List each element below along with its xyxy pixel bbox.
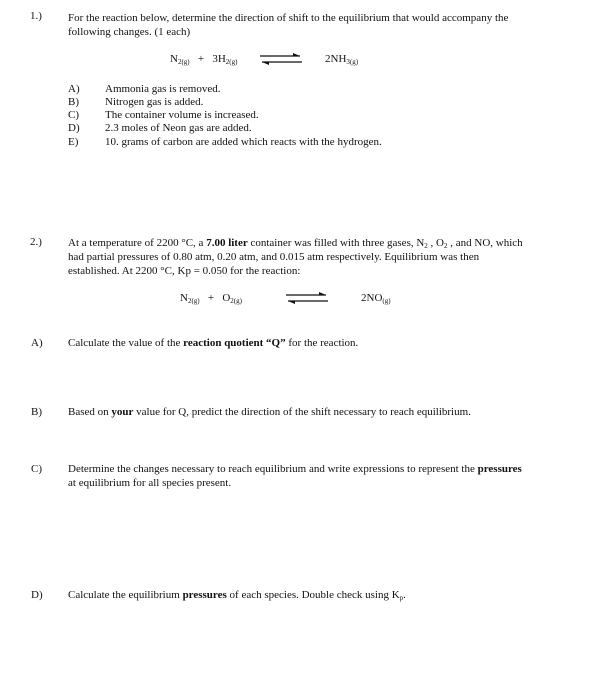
q2-part-c-line2: at equilibrium for all species present. xyxy=(68,477,232,489)
q2-number: 2.) xyxy=(30,236,42,248)
q1-item-e-letter: E) xyxy=(68,136,79,148)
q2-line1-b: container was filled with three gases, N xyxy=(247,237,425,249)
q2-line2: had partial pressures of 0.80 atm, 0.20 atm, and 0.015 atm respectively. Equilibrium was then xyxy=(68,251,480,263)
q1-reactant-h2: 3H xyxy=(212,53,226,65)
q1-equation-product xyxy=(325,53,358,65)
q2-part-d-text xyxy=(68,588,406,602)
q1-item-c-letter: C) xyxy=(68,109,79,121)
q2-plus: + xyxy=(207,292,215,304)
q2-part-a-letter: A) xyxy=(31,337,43,349)
q1-prompt-line1: For the reaction below, determine the direction of shift to the equilibrium that would accompany the xyxy=(68,12,509,24)
q1-item-b-letter: B) xyxy=(68,96,79,108)
q2-part-a-bold: reaction quotient “Q” xyxy=(183,337,286,349)
q2-line1-sub1: 2 xyxy=(424,242,428,250)
q1-reactant-n2: N xyxy=(170,53,178,65)
q1-product-nh3-sub: 3(g) xyxy=(346,58,359,66)
q2-line1-a: At a temperature of 2200 °C, a xyxy=(68,237,207,249)
q2-part-a-text xyxy=(68,336,358,350)
q2-equilibrium-arrow-icon xyxy=(284,291,330,305)
q2-part-d-bold: pressures xyxy=(182,589,227,601)
q2-part-d-text1: Calculate the equilibrium xyxy=(68,589,183,601)
q1-item-c-text: The container volume is increased. xyxy=(105,109,259,121)
q1-item-a-letter: A) xyxy=(68,83,80,95)
q2-part-d-letter: D) xyxy=(31,589,43,601)
q1-equation-reactants xyxy=(170,53,237,65)
q2-product-no-sub: (g) xyxy=(382,297,391,305)
q1-plus: + xyxy=(197,53,205,65)
q2-part-b-text2: value for Q, predict the direction of the shift necessary to reach equilibrium. xyxy=(133,406,471,418)
q2-part-d-text3: . xyxy=(403,589,406,601)
q2-part-b-bold: your xyxy=(111,406,134,418)
q2-equation-reactants xyxy=(180,292,242,304)
q2-part-c-line1 xyxy=(68,462,522,476)
q2-line3: established. At 2200 °C, Kp = 0.050 for the reaction: xyxy=(68,265,301,277)
q2-part-a-text2: for the reaction. xyxy=(285,337,359,349)
q2-line1 xyxy=(68,236,523,250)
q2-part-d-sub: p xyxy=(399,594,404,602)
q2-part-a-text1: Calculate the value of the xyxy=(68,337,184,349)
q2-line1-d: , and NO, which xyxy=(447,237,523,249)
q2-part-b-letter: B) xyxy=(31,406,42,418)
q1-reactant-n2-sub: 2(g) xyxy=(177,58,190,66)
q1-item-e-text: 10. grams of carbon are added which reacts with the hydrogen. xyxy=(105,136,382,148)
q2-part-c-text1: Determine the changes necessary to reach equilibrium and write expressions to represent the xyxy=(68,463,478,475)
q2-line1-sub2: 2 xyxy=(444,242,448,250)
q2-part-b-text1: Based on xyxy=(68,406,112,418)
q1-item-d-text: 2.3 moles of Neon gas are added. xyxy=(105,122,252,134)
q1-prompt-line2: following changes. (1 each) xyxy=(68,26,191,38)
q2-part-b-text xyxy=(68,405,471,419)
q1-equilibrium-arrow-icon xyxy=(258,52,304,66)
q2-reactant-n2: N xyxy=(180,292,188,304)
q2-equation-product xyxy=(361,292,391,304)
q2-part-c-letter: C) xyxy=(31,463,42,475)
q1-item-b-text: Nitrogen gas is added. xyxy=(105,96,204,108)
q2-reactant-o2: O xyxy=(222,292,231,304)
q1-item-a-text: Ammonia gas is removed. xyxy=(105,83,221,95)
q1-number: 1.) xyxy=(30,10,42,22)
q2-part-c-bold: pressures xyxy=(477,463,522,475)
q2-part-d-text2: of each species. Double check using K xyxy=(226,589,400,601)
q1-product-nh3: 2NH xyxy=(325,53,347,65)
q2-reactant-n2-sub: 2(g) xyxy=(187,297,200,305)
q2-product-no: 2NO xyxy=(361,292,383,304)
q2-line1-c: , O xyxy=(427,237,444,249)
q1-reactant-h2-sub: 2(g) xyxy=(225,58,238,66)
q2-reactant-o2-sub: 2(g) xyxy=(230,297,242,305)
q2-line1-volume: 7.00 liter xyxy=(206,237,248,249)
q1-item-d-letter: D) xyxy=(68,122,80,134)
